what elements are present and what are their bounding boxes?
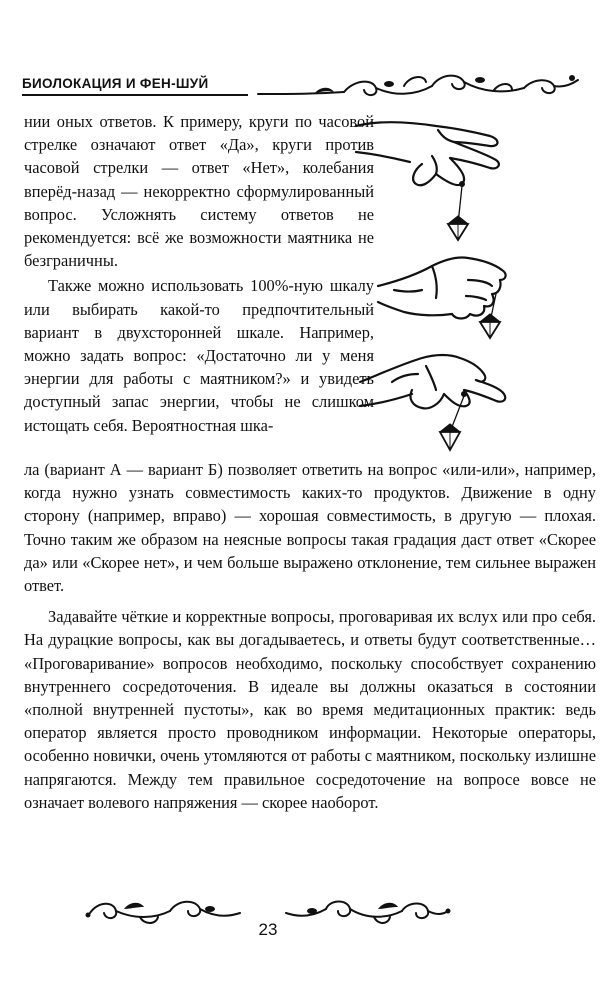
full-width-text-block: [24, 458, 596, 814]
paragraph-1: нии оных ответов. К примеру, круги по часовой стрелке означают ответ «Да», круги против часовой стрелки — ответ «Нет», колебания вперёд-назад — некорректно сформулированный вопрос. Усложнять систему ответов не рекомендуется: всё же возможности маятника не безграничны.: [24, 112, 374, 271]
scroll-ornament-icon: [254, 66, 584, 106]
paragraph-2-continued: ла (вариант А — вариант Б) позволяет ответить на вопрос «или-или», например, когда нужно узнать совместимость каких-то продуктов. Движение в одну сторону (например, вправо) — хорошая совместимость, в другую — плохая. Точно таким же образом на неясные вопросы такая градация даст ответ «Скорее да» или «Скорее нет», и чем больше выражено отклонение, тем сильнее выражен ответ.: [24, 460, 596, 596]
hand-holding-pendulum-icon: [350, 112, 510, 242]
header-title: БИОЛОКАЦИЯ И ФЕН-ШУЙ: [22, 76, 209, 91]
page-number: 23: [258, 920, 278, 939]
footer-ornament-left-icon: [84, 895, 244, 931]
hand-pinching-pendulum-icon: [356, 346, 516, 458]
fist-holding-pendulum-icon: [374, 246, 514, 342]
paragraph-3: Задавайте чёткие и корректные вопросы, проговаривая их вслух или про себя. На дурацкие вопросы, как вы догадываетесь, и ответы будут соответственные… «Проговаривание» вопросов необходимо, поскольку способствует сохранению внутреннего сосредоточения. В идеале вы должны оказаться в состоянии «полной внутренней пустоты», как во время медитационных практик: ведь оператор является просто проводником информации. Некоторые операторы, особенно новички, очень утомляются от работы с маятником, поскольку излишне напрягаются. Между тем правильное сосредоточение на вопросе вовсе не означает волевого напряжения — скорее наоборот.: [24, 607, 596, 812]
footer-ornament-right-icon: [282, 895, 452, 931]
header-rule: [22, 94, 248, 96]
running-header: [22, 72, 588, 106]
column-text-block: [24, 110, 374, 437]
paragraph-2-start: Также можно использовать 100%-ную шкалу или выбирать какой-то предпочтительный вариант в двухсторонней шкале. Например, можно задать вопрос: «Достаточно ли у меня энергии для работы с маятником?» и увидеть доступный запас энергии, чтобы не слишком истощать себя. Вероятностная шка-: [24, 276, 374, 435]
